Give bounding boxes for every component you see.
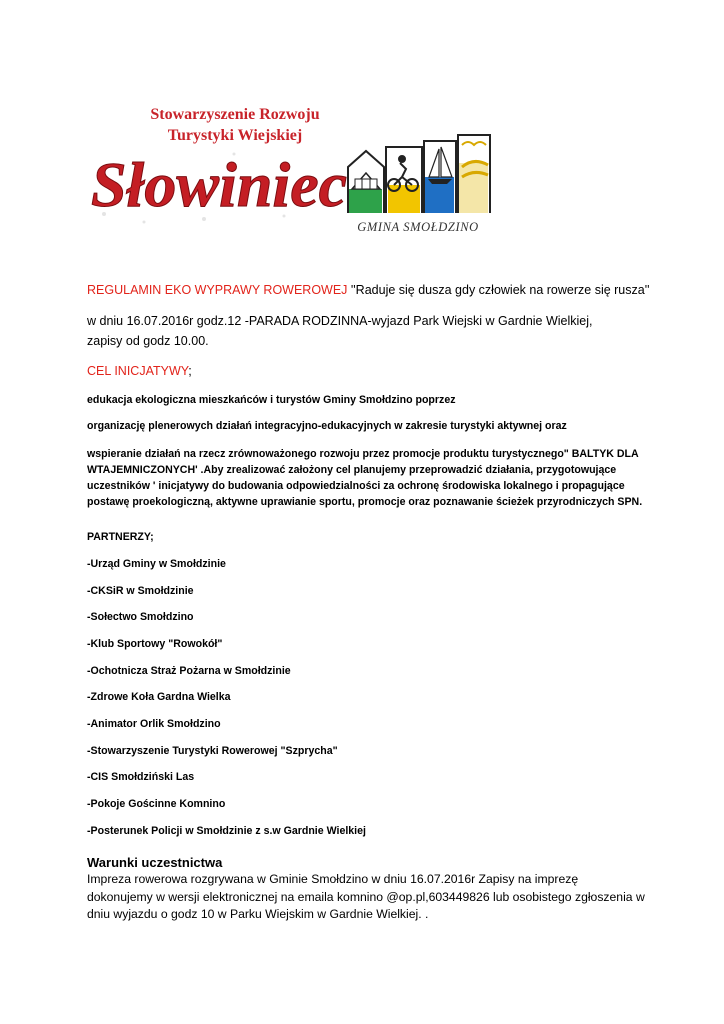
partner-item: -Animator Orlik Smołdzino [87,718,221,730]
gmina-smoldzino-logo [340,127,496,239]
partner-item: -Sołectwo Smołdzino [87,611,194,623]
partner-item: -Ochotnicza Straż Pożarna w Smołdzinie [87,665,291,677]
partner-item: -CKSiR w Smołdzinie [87,585,194,597]
logo-title [120,104,350,146]
house-icon [352,173,380,189]
gmina-emblem [340,127,496,239]
partner-item: -Stowarzyszenie Turystyki Rowerowej "Szprycha" [87,745,338,757]
partner-item: -Klub Sportowy "Rowokół" [87,638,223,650]
goal-paragraph-3: wspieranie działań na rzecz zrównoważonego rozwoju przez promocje produktu turystycznego" BALTYK DLA WTAJEMNICZONYCH' .Aby zrealizować założony cel planujemy przeprowadzić działania, przygotowujące uczestników ' inicjatywy do budowania odpowiedzialności za ochronę środowiska lokalnego i propagujące postawę proekologiczną, aktywne uprawianie sportu, promocje oraz poznawanie ścieżek przyrodniczych SPN. [87,448,643,508]
partner-item: -Urząd Gminy w Smołdzinie [87,558,226,570]
event-date-line: w dniu 16.07.2016r godz.12 -PARADA RODZINNA-wyjazd Park Wiejski w Gardnie Wielkiej, [87,314,593,328]
sand-panel [458,163,488,213]
logo-title-line1: Stowarzyszenie Rozwoju [150,106,320,123]
conditions-heading: Warunki uczestnictwa [87,855,223,870]
title-quote: ''Raduje się dusza gdy człowiek na rowerze się rusza'' [347,283,650,297]
slowiniec-wordmark [84,144,354,230]
goal-paragraph-2: organizację plenerowych działań integracyjno-edukacyjnych w zakresie turystyki aktywnej oraz [87,420,567,432]
slowiniec-logo [84,100,354,230]
partners-heading: PARTNERZY; [87,531,154,543]
partner-item: -CIS Smołdziński Las [87,771,195,783]
gmina-label: GMINA SMOŁDZINO [357,220,479,234]
goal-suffix: ; [188,364,192,378]
logo-title-line2: Turystyki Wiejskiej [167,127,303,144]
partner-item: -Pokoje Gościnne Komnino [87,798,226,810]
goal-label: CEL INICJATYWY [87,364,189,378]
goal-paragraph-1: edukacja ekologiczna mieszkańców i turystów Gminy Smołdzino poprzez [87,394,456,406]
wordmark-text: Słowiniec [90,149,348,220]
partner-item: -Posterunek Policji w Smołdzinie z s.w Gardnie Wielkiej [87,825,366,837]
conditions-text: Impreza rowerowa rozgrywana w Gminie Smołdzino w dniu 16.07.2016r Zapisy na imprezę dokonujemy w wersji elektronicznej na emaila komnino @op.pl,603449826 lub osobistego zgłoszenia w dniu wyjazdu o godz 10 w Parku Wiejskim w Gardnie Wielkiej. . [87,872,645,921]
goal-heading [87,364,192,378]
document-title [87,283,649,297]
green-panel [348,189,382,213]
title-red: REGULAMIN EKO WYPRAWY ROWEROWEJ [87,283,348,297]
signup-time-line: zapisy od godz 10.00. [87,334,209,348]
partner-item: -Zdrowe Koła Gardna Wielka [87,691,231,703]
